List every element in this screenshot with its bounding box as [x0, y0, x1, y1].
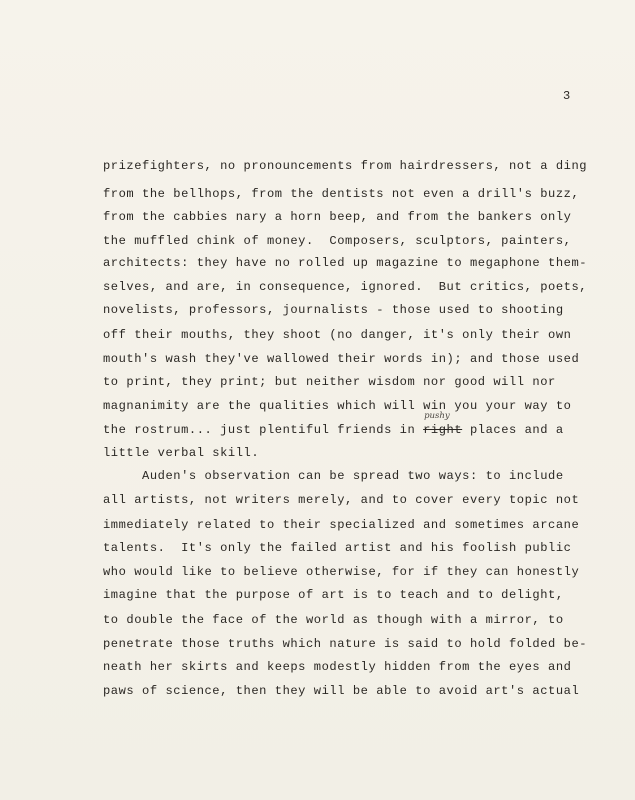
text-segment: the rostrum... just plentiful friends in — [103, 423, 424, 437]
text-line: talents. It's only the failed artist and his foolish public — [103, 541, 572, 555]
text-line: penetrate those truths which nature is said to hold folded be- — [103, 637, 588, 651]
text-line: paws of science, then they will be able to avoid art's actual — [103, 684, 580, 698]
text-line: architects: they have no rolled up magazine to megaphone them- — [103, 256, 588, 270]
text-segment: places and a — [462, 423, 564, 437]
text-line: little verbal skill. — [103, 446, 260, 460]
text-line: prizefighters, no pronouncements from hairdressers, not a ding — [103, 159, 588, 173]
text-line: from the bellhops, from the dentists not even a drill's buzz, — [103, 187, 580, 201]
text-line: who would like to believe otherwise, for if they can honestly — [103, 565, 580, 579]
text-line: immediately related to their specialized and sometimes arcane — [103, 518, 580, 532]
text-line: selves, and are, in consequence, ignored. But critics, poets, — [103, 280, 588, 294]
text-line: the muffled chink of money. Composers, sculptors, painters, — [103, 234, 572, 248]
handwritten-insertion: pushy — [424, 411, 450, 421]
text-line: mouth's wash they've wallowed their words in); and those used — [103, 352, 580, 366]
text-line: neath her skirts and keeps modestly hidden from the eyes and — [103, 660, 572, 674]
text-line: Auden's observation can be spread two ways: to include — [103, 469, 564, 483]
text-line: imagine that the purpose of art is to teach and to delight, — [103, 588, 564, 602]
page-number: 3 — [563, 89, 571, 103]
text-line: off their mouths, they shoot (no danger, it's only their own — [103, 328, 572, 342]
text-line: to print, they print; but neither wisdom nor good will nor — [103, 375, 556, 389]
text-line: all artists, not writers merely, and to cover every topic not — [103, 493, 580, 507]
text-line-with-correction — [103, 411, 564, 437]
text-line: to double the face of the world as though with a mirror, to — [103, 613, 564, 627]
text-line: from the cabbies nary a horn beep, and from the bankers only — [103, 210, 572, 224]
text-line: novelists, professors, journalists - those used to shooting — [103, 303, 564, 317]
struck-word: right pushy — [423, 411, 463, 437]
text-line: magnanimity are the qualities which will win you your way to — [103, 399, 572, 413]
